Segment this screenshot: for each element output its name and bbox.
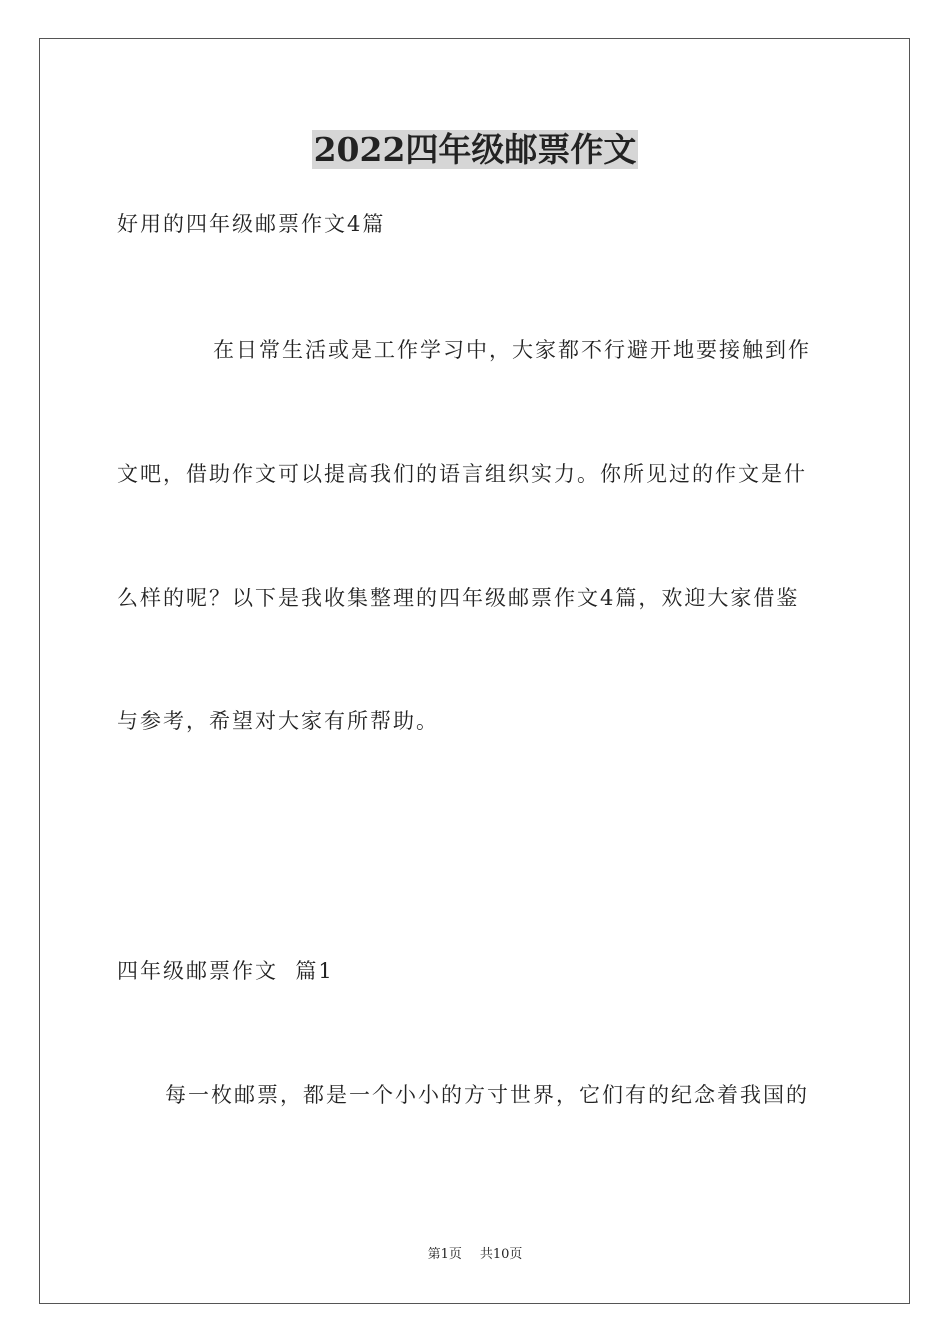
document-title <box>0 126 950 174</box>
document-subtitle: 好用的四年级邮票作文4篇 <box>117 212 386 236</box>
page-number: 第1页 <box>427 1247 462 1262</box>
document-title-text: 2022四年级邮票作文 <box>313 130 637 169</box>
section-paragraph-line-1: 每一枚邮票，都是一个小小的方寸世界，它们有的纪念着我国的 <box>165 1083 809 1107</box>
intro-paragraph-line-3: 么样的呢？以下是我收集整理的四年级邮票作文4篇，欢迎大家借鉴 <box>117 586 800 610</box>
intro-paragraph-line-1: 在日常生活或是工作学习中，大家都不行避开地要接触到作 <box>213 338 811 362</box>
page-total: 共10页 <box>479 1247 523 1262</box>
section-heading: 四年级邮票作文 篇1 <box>117 959 334 983</box>
page-footer <box>0 1246 950 1264</box>
intro-paragraph-line-2: 文吧，借助作文可以提高我们的语言组织实力。你所见过的作文是什 <box>117 462 807 486</box>
intro-paragraph-line-4: 与参考，希望对大家有所帮助。 <box>117 709 439 733</box>
